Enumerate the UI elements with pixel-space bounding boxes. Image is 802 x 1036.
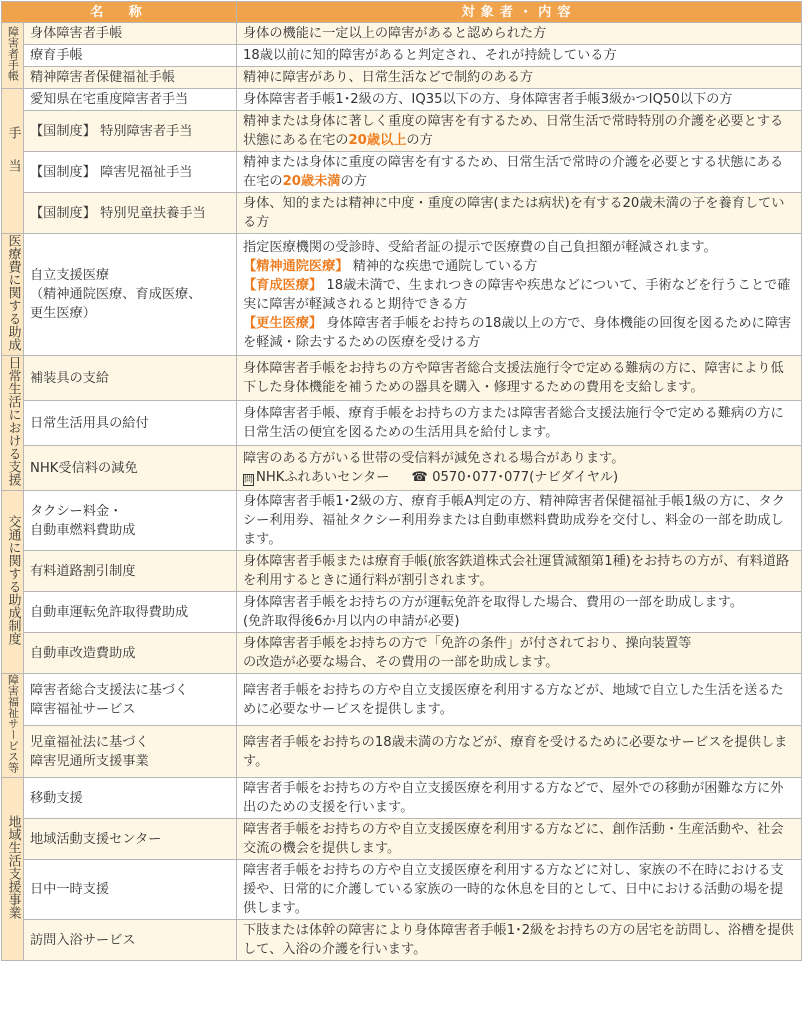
tag-ikusei: 【育成医療】 [243,277,323,293]
table-row [2,674,802,726]
row-content: 障害者手帳をお持ちの方や自立支援医療を利用する方などで、屋外での移動が困難な方に外出のための支援を行います。 [237,778,802,819]
table-row [2,491,802,551]
table-row [2,819,802,860]
table-row [2,193,802,234]
category-kotsu: 交通に関する助成制度 [2,491,24,674]
row-name: 補装具の支給 [24,356,237,401]
row-content: 精神または身体に著しく重度の障害を有するため、日常生活で常時特別の介護を必要とする状態にある在宅の20歳以上の方 [237,111,802,152]
row-name: 日中一時支援 [24,860,237,920]
row-content: 障害者手帳をお持ちの方や自立支援医療を利用する方などに、創作活動・生産活動や、社会交流の機会を提供します。 [237,819,802,860]
category-nichijo: 日常生活における支援 [2,356,24,491]
table-row [2,592,802,633]
age-highlight: 20歳未満 [282,174,341,189]
table-row [2,860,802,920]
row-name: 有料道路割引制度 [24,551,237,592]
table-row [2,551,802,592]
row-name: 【国制度】 特別障害者手当 [24,111,237,152]
row-name: 日常生活用具の給付 [24,401,237,446]
row-name: 【国制度】 障害児福祉手当 [24,152,237,193]
table-row [2,45,802,67]
nhk-center: NHKふれあいセンター [256,470,390,485]
row-content: 精神または身体に重度の障害を有するため、日常生活で常時の介護を必要とする状態にある在宅の20歳未満の方 [237,152,802,193]
row-content: 身体障害者手帳または療育手帳(旅客鉄道株式会社運賃減額第1種)をお持ちの方が、有料道路を利用するときに通行料が割引されます。 [237,551,802,592]
row-content: 18歳以前に知的障害があると判定され、それが持続している方 [237,45,802,67]
row-name: 自動車改造費助成 [24,633,237,674]
table-row [2,111,802,152]
tag-kosei: 【更生医療】 [243,315,323,331]
row-name: 療育手帳 [24,45,237,67]
row-content: 精神に障害があり、日常生活などで制約のある方 [237,67,802,89]
row-content: 身体、知的または精神に中度・重度の障害(または病状)を有する20歳未満の子を養育している方 [237,193,802,234]
row-content: 指定医療機関の受診時、受給者証の提示で医療費の自己負担額が軽減されます。 【精神通院医療】 精神的な疾患で通院している方 【育成医療】 18歳未満で、生まれつきの障害や疾患などについて、手術などを行うことで確実に障害が軽減されると期待できる方 【更生医療】 身体障害者手帳をお持ちの18歳以上の方で、身体機能の回復を図るために障害を軽減・除去するための医療を受ける方 [237,234,802,356]
category-chiiki: 地域生活支援事業 [2,778,24,961]
category-teate: 手当 [2,89,24,234]
table-row [2,726,802,778]
category-techo: 障害者手帳 [2,23,24,89]
table-row [2,152,802,193]
row-name: 地域活動支援センター [24,819,237,860]
table-row [2,778,802,819]
phone-number: 0570･077･077(ナビダイヤル) [432,470,619,485]
tag-seishin: 【精神通院医療】 [243,258,349,274]
row-name: 児童福祉法に基づく 障害児通所支援事業 [24,726,237,778]
table-header-row [2,2,802,23]
row-content: 障害のある方がいる世帯の受信料が減免される場合があります。 問 NHKふれあいセンター ☎ 0570･077･077(ナビダイヤル) [237,446,802,491]
row-name: 障害者総合支援法に基づく 障害福祉サービス [24,674,237,726]
table-row [2,89,802,111]
row-content: 身体の機能に一定以上の障害があると認められた方 [237,23,802,45]
table-row [2,234,802,356]
table-row [2,356,802,401]
row-content: 身体障害者手帳をお持ちの方が運転免許を取得した場合、費用の一部を助成します。 (免許取得後6か月以内の申請が必要) [237,592,802,633]
phone-icon: ☎ [411,470,428,485]
row-name: NHK受信料の減免 [24,446,237,491]
row-name: 移動支援 [24,778,237,819]
row-name: 【国制度】 特別児童扶養手当 [24,193,237,234]
table-row [2,446,802,491]
services-table [1,1,802,961]
row-content: 下肢または体幹の障害により身体障害者手帳1･2級をお持ちの方の居宅を訪問し、浴槽を提供して、入浴の介護を行います。 [237,920,802,961]
row-content: 身体障害者手帳をお持ちの方や障害者総合支援法施行令で定める難病の方に、障害により低下した身体機能を補うための器具を購入・修理するための費用を支給します。 [237,356,802,401]
row-name: 自立支援医療 （精神通院医療、育成医療、 更生医療） [24,234,237,356]
age-highlight: 20歳以上 [348,133,407,148]
table-row [2,67,802,89]
row-content: 身体障害者手帳をお持ちの方で「免許の条件」が付されており、操向装置等 の改造が必要な場合、その費用の一部を助成します。 [237,633,802,674]
row-name: 精神障害者保健福祉手帳 [24,67,237,89]
inquiry-icon: 問 [244,475,254,485]
row-name: 訪問入浴サービス [24,920,237,961]
category-iryo: 医療費に関する助成 [2,234,24,356]
table-row [2,633,802,674]
row-content: 障害者手帳をお持ちの方や自立支援医療を利用する方などに対し、家族の不在時における支援や、日常的に介護している家族の一時的な休息を目的として、日中における活動の場を提供します。 [237,860,802,920]
category-fukushi: 障害福祉サービス等 [2,674,24,778]
row-name: 身体障害者手帳 [24,23,237,45]
table-row [2,920,802,961]
table-row [2,23,802,45]
row-content: 障害者手帳をお持ちの18歳未満の方などが、療育を受けるために必要なサービスを提供します。 [237,726,802,778]
row-content: 障害者手帳をお持ちの方や自立支援医療を利用する方などが、地域で自立した生活を送るために必要なサービスを提供します。 [237,674,802,726]
table-row [2,401,802,446]
row-content: 身体障害者手帳、療育手帳をお持ちの方または障害者総合支援法施行令で定める難病の方に日常生活の便宜を図るための生活用具を給付します。 [237,401,802,446]
row-content: 身体障害者手帳1･2級の方、IQ35以下の方、身体障害者手帳3級かつIQ50以下の方 [237,89,802,111]
row-name: 自動車運転免許取得費助成 [24,592,237,633]
header-name: 名 称 [2,2,237,23]
row-name: タクシー料金・ 自動車燃料費助成 [24,491,237,551]
header-content: 対象者・内容 [237,2,802,23]
row-content: 身体障害者手帳1･2級の方、療育手帳A判定の方、精神障害者保健福祉手帳1級の方に、タクシー利用券、福祉タクシー利用券または自動車燃料費助成券を交付し、料金の一部を助成します。 [237,491,802,551]
row-name: 愛知県在宅重度障害者手当 [24,89,237,111]
